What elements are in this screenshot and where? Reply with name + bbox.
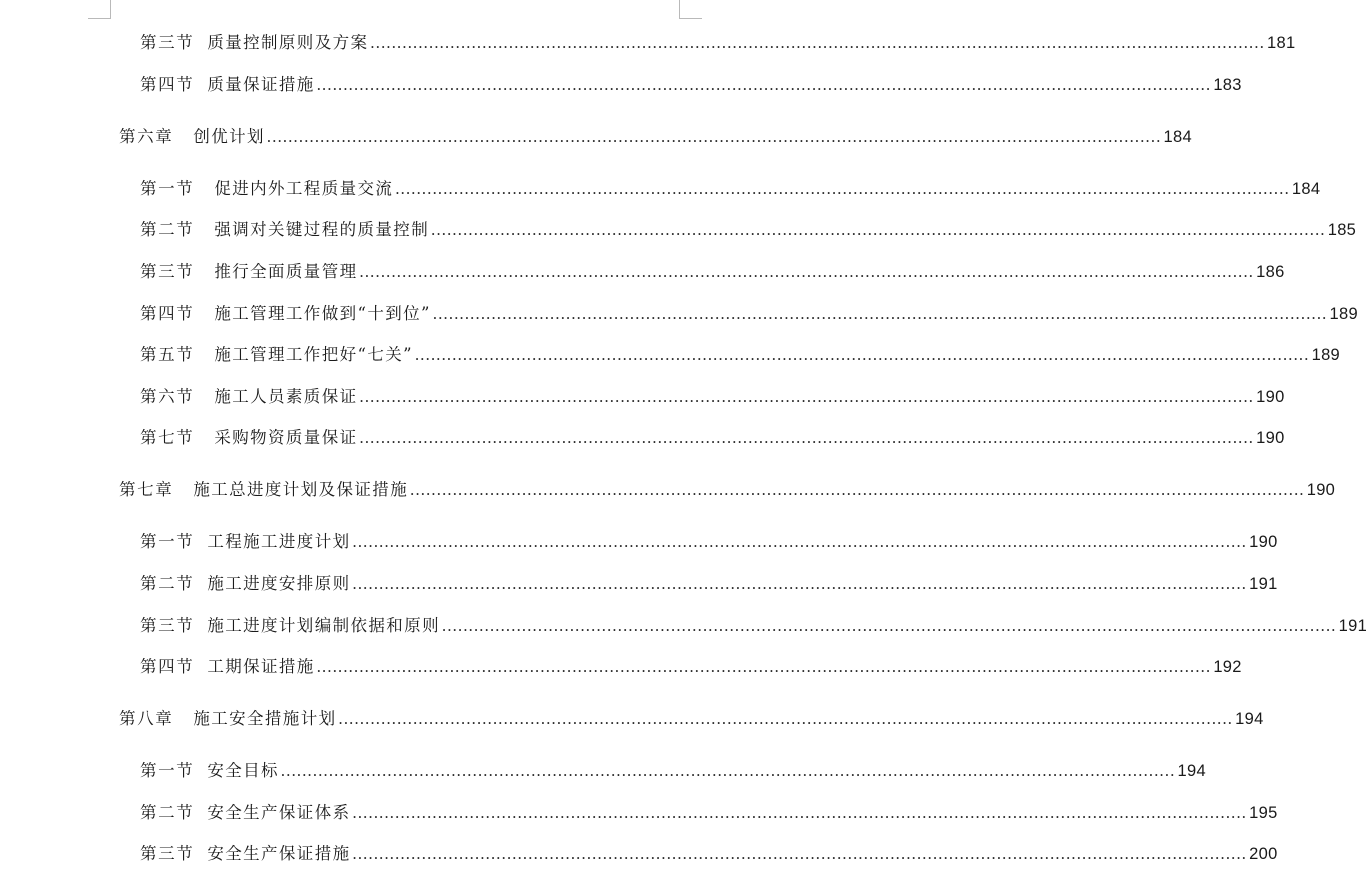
toc-leader-dots: ........................................................................................................................................................................	[432, 304, 1328, 323]
toc-entry-title: 施工人员素质保证	[214, 387, 358, 406]
toc-entry-page: 192	[1213, 658, 1242, 676]
toc-leader-dots: ........................................................................................................................................................................	[316, 657, 1212, 676]
toc-leader-dots: ........................................................................................................................................................................	[442, 616, 1337, 635]
toc-entry-title: 推行全面质量管理	[214, 262, 358, 281]
toc-entry-page: 195	[1249, 804, 1278, 822]
toc-leader-dots: ........................................................................................................................................................................	[316, 75, 1212, 94]
toc-entry-title: 施工安全措施计划	[193, 709, 337, 728]
toc-entry-label: 第二节	[140, 220, 195, 239]
toc-entry-label: 第四节	[140, 304, 195, 323]
toc-entry-label: 第二节	[140, 574, 195, 593]
toc-entry-page: 190	[1306, 481, 1336, 499]
toc-entry-section[interactable]	[140, 343, 1341, 367]
toc-entry-page: 194	[1235, 710, 1264, 728]
toc-entry-page: 183	[1213, 76, 1242, 94]
toc-entry-title: 促进内外工程质量交流	[214, 179, 394, 198]
toc-entry-title: 施工总进度计划及保证措施	[193, 480, 409, 499]
toc-entry-section[interactable]	[140, 385, 1285, 409]
toc-entry-title: 施工管理工作把好“七关”	[214, 345, 413, 364]
toc-entry-section[interactable]	[140, 759, 1206, 783]
toc-entry-label: 第二节	[140, 803, 195, 822]
toc-leader-dots: ........................................................................................................................................................................	[370, 33, 1266, 52]
toc-leader-dots: ........................................................................................................................................................................	[280, 761, 1176, 780]
toc-entry-page: 189	[1329, 305, 1358, 323]
toc-leader-dots: ........................................................................................................................................................................	[410, 480, 1305, 499]
toc-leader-dots: ........................................................................................................................................................................	[352, 844, 1248, 863]
toc-entry-page: 191	[1338, 617, 1367, 635]
toc-entry-page: 190	[1256, 388, 1285, 406]
toc-entry-chapter[interactable]	[119, 478, 1336, 502]
toc-entry-section[interactable]	[140, 73, 1242, 97]
toc-entry-page: 191	[1249, 575, 1278, 593]
toc-leader-dots: ........................................................................................................................................................................	[395, 179, 1290, 198]
toc-entry-chapter[interactable]	[119, 707, 1264, 731]
toc-entry-label: 第四节	[140, 657, 195, 676]
toc-entry-section[interactable]	[140, 260, 1285, 284]
toc-entry-title: 工期保证措施	[207, 657, 315, 676]
toc-entry-title: 安全生产保证体系	[207, 803, 351, 822]
toc-entry-section[interactable]	[140, 842, 1278, 866]
toc-entry-page: 184	[1291, 180, 1321, 198]
toc-entry-label: 第三节	[140, 616, 195, 635]
toc-entry-label: 第一节	[140, 761, 195, 780]
toc-entry-label: 第六节	[140, 387, 195, 406]
toc-leader-dots: ........................................................................................................................................................................	[352, 532, 1248, 551]
toc-entry-title: 质量保证措施	[207, 75, 315, 94]
toc-leader-dots: ........................................................................................................................................................................	[414, 345, 1310, 364]
toc-entry-title: 采购物资质量保证	[214, 428, 358, 447]
toc-leader-dots: ........................................................................................................................................................................	[431, 220, 1326, 239]
toc-entry-section[interactable]	[140, 302, 1358, 326]
toc-entry-label: 第六章	[119, 127, 174, 146]
toc-entry-section[interactable]	[140, 31, 1296, 55]
toc-entry-chapter[interactable]	[119, 125, 1192, 149]
toc-entry-label: 第一节	[140, 179, 195, 198]
toc-entry-label: 第五节	[140, 345, 195, 364]
toc-entry-section[interactable]	[140, 177, 1321, 201]
toc-leader-dots: ........................................................................................................................................................................	[359, 262, 1255, 281]
toc-entry-title: 施工进度安排原则	[207, 574, 351, 593]
toc-entry-title: 安全目标	[207, 761, 279, 780]
page-margin-corner-left	[88, 0, 111, 19]
toc-entry-section[interactable]	[140, 801, 1278, 825]
toc-entry-section[interactable]	[140, 426, 1285, 450]
toc-leader-dots: ........................................................................................................................................................................	[266, 127, 1162, 146]
toc-entry-label: 第七章	[119, 480, 174, 499]
toc-entry-title: 施工管理工作做到“十到位”	[214, 304, 431, 323]
toc-entry-label: 第三节	[140, 262, 195, 281]
toc-entry-label: 第八章	[119, 709, 174, 728]
toc-entry-title: 强调对关键过程的质量控制	[214, 220, 430, 239]
toc-entry-page: 185	[1327, 221, 1357, 239]
toc-entry-section[interactable]	[140, 655, 1242, 679]
page-margin-corner-right	[679, 0, 702, 19]
toc-leader-dots: ........................................................................................................................................................................	[338, 709, 1234, 728]
toc-leader-dots: ........................................................................................................................................................................	[359, 387, 1255, 406]
toc-entry-label: 第七节	[140, 428, 195, 447]
toc-entry-page: 194	[1177, 762, 1206, 780]
toc-entry-title: 施工进度计划编制依据和原则	[207, 616, 441, 635]
toc-entry-section[interactable]	[140, 614, 1367, 638]
toc-entry-label: 第三节	[140, 844, 195, 863]
toc-entry-page: 186	[1256, 263, 1285, 281]
toc-leader-dots: ........................................................................................................................................................................	[352, 803, 1248, 822]
toc-entry-title: 质量控制原则及方案	[207, 33, 369, 52]
toc-entry-title: 创优计划	[193, 127, 265, 146]
toc-entry-page: 190	[1249, 533, 1278, 551]
toc-entry-section[interactable]	[140, 572, 1278, 596]
toc-leader-dots: ........................................................................................................................................................................	[359, 428, 1255, 447]
toc-entry-section[interactable]	[140, 530, 1278, 554]
toc-entry-page: 184	[1163, 128, 1192, 146]
toc-entry-page: 200	[1249, 845, 1278, 863]
toc-entry-label: 第三节	[140, 33, 195, 52]
toc-entry-page: 190	[1256, 429, 1285, 447]
toc-entry-page: 181	[1267, 34, 1296, 52]
toc-leader-dots: ........................................................................................................................................................................	[352, 574, 1248, 593]
toc-entry-title: 工程施工进度计划	[207, 532, 351, 551]
toc-entry-label: 第四节	[140, 75, 195, 94]
toc-entry-label: 第一节	[140, 532, 195, 551]
toc-entry-page: 189	[1311, 346, 1341, 364]
toc-entry-title: 安全生产保证措施	[207, 844, 351, 863]
toc-entry-section[interactable]	[140, 218, 1357, 242]
